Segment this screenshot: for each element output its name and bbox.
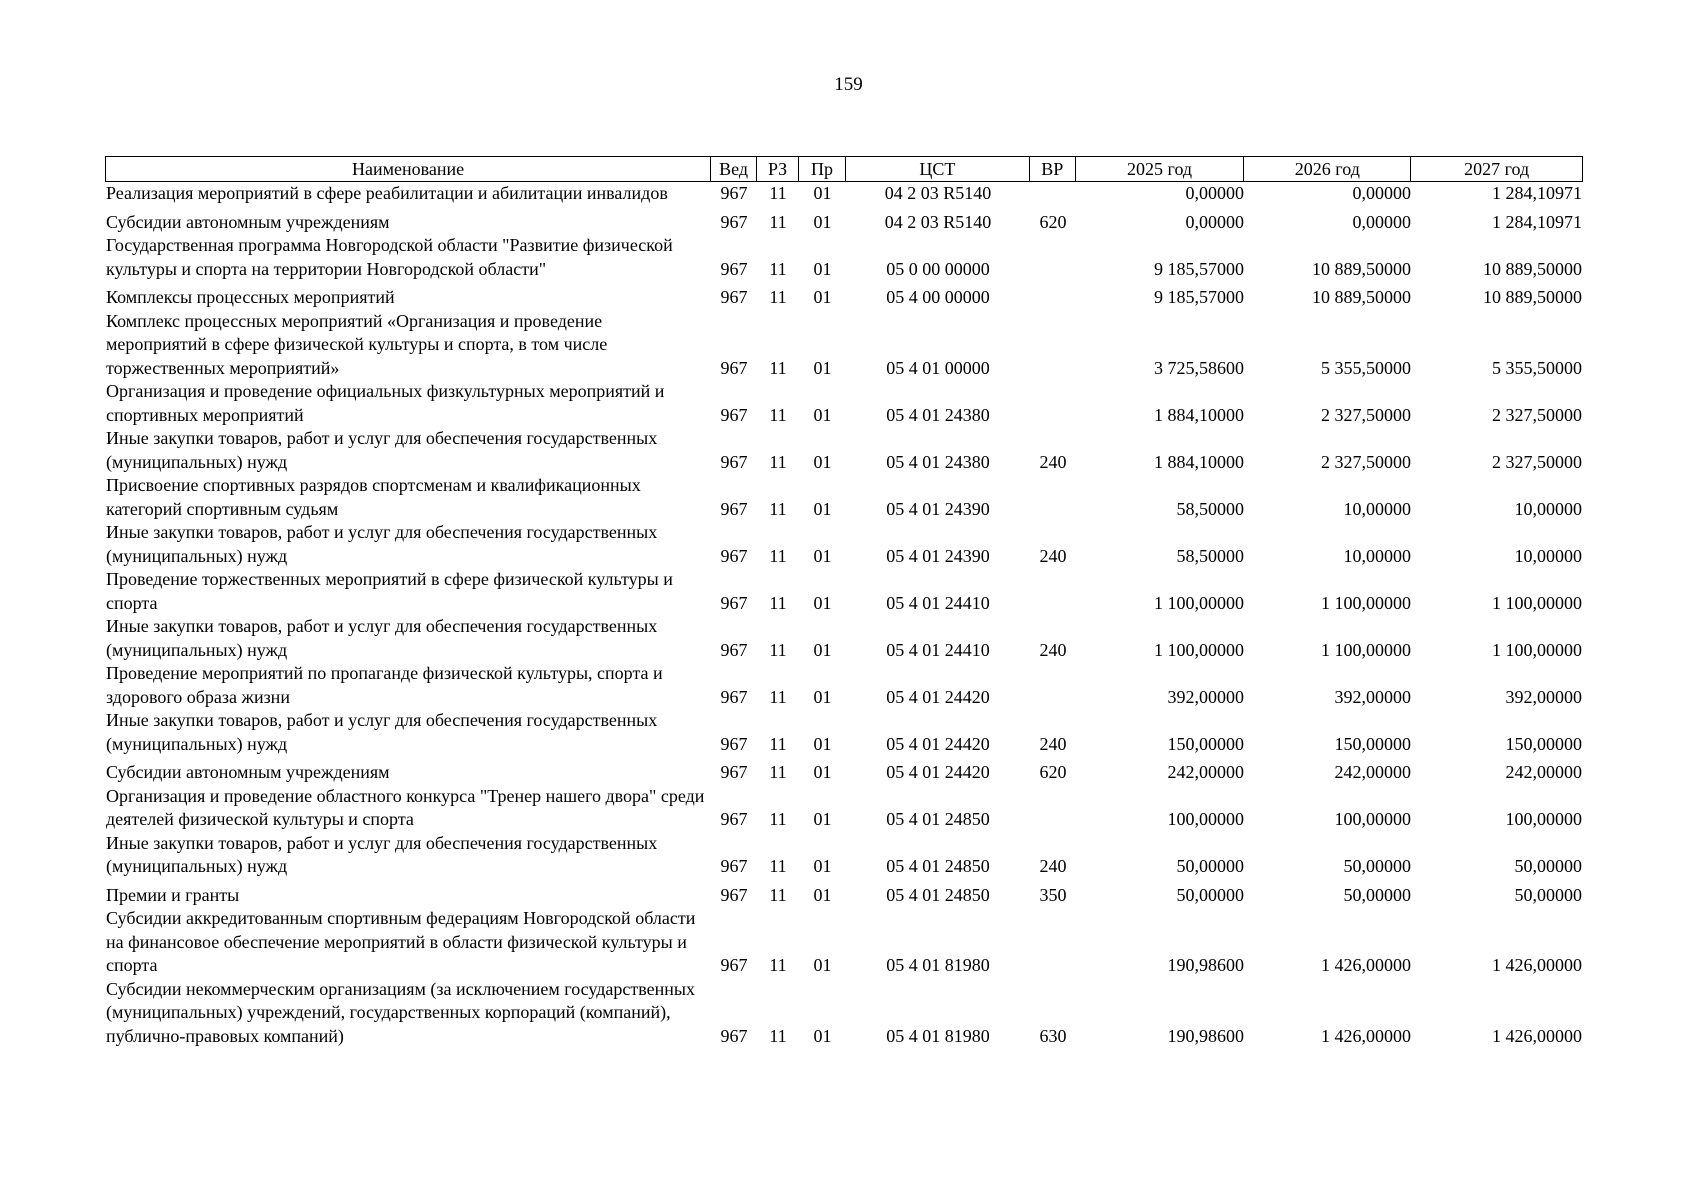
table-row bbox=[105, 785, 1583, 832]
cell-2025: 50,00000 bbox=[1176, 856, 1244, 876]
cell-cst: 05 4 01 24390 bbox=[886, 498, 990, 519]
cell-rz: 11 bbox=[769, 884, 787, 905]
cell-pr: 01 bbox=[813, 592, 832, 613]
cell-pr: 01 bbox=[813, 451, 832, 472]
cell-name: Иные закупки товаров, работ и услуг для обеспечения государственных (муниципальных) нужд bbox=[106, 832, 658, 876]
table-row bbox=[105, 568, 1583, 615]
cell-2026: 2 327,50000 bbox=[1321, 404, 1411, 425]
cell-2025: 9 185,57000 bbox=[1154, 287, 1244, 307]
cell-2026: 0,00000 bbox=[1352, 211, 1411, 232]
page-number: 159 bbox=[834, 74, 863, 95]
header-2027: 2027 год bbox=[1464, 159, 1530, 179]
cell-ved: 967 bbox=[720, 498, 748, 519]
cell-2025: 58,50000 bbox=[1176, 498, 1244, 519]
cell-ved: 967 bbox=[720, 1025, 748, 1046]
cell-name: Иные закупки товаров, работ и услуг для обеспечения государственных (муниципальных) нужд bbox=[106, 522, 658, 566]
header-vr: ВР bbox=[1030, 157, 1076, 181]
cell-2025: 0,00000 bbox=[1185, 183, 1244, 203]
cell-2026: 1 100,00000 bbox=[1321, 592, 1411, 613]
cell-2027: 242,00000 bbox=[1505, 762, 1582, 782]
cell-ved: 967 bbox=[720, 258, 748, 279]
cell-ved: 967 bbox=[720, 639, 748, 660]
cell-2026: 242,00000 bbox=[1334, 762, 1411, 782]
cell-2027: 10 889,50000 bbox=[1483, 287, 1582, 307]
cell-2025: 50,00000 bbox=[1176, 884, 1244, 905]
table-row bbox=[105, 978, 1583, 1049]
cell-pr: 01 bbox=[813, 404, 832, 425]
table-row bbox=[105, 182, 1583, 206]
cell-cst: 05 4 01 24850 bbox=[886, 884, 990, 905]
cell-vr: 350 bbox=[1039, 884, 1067, 905]
cell-2026: 10 889,50000 bbox=[1312, 287, 1411, 307]
cell-rz: 11 bbox=[769, 856, 787, 876]
header-rz: РЗ bbox=[757, 157, 799, 181]
cell-pr: 01 bbox=[813, 287, 832, 307]
table-row bbox=[105, 286, 1583, 310]
cell-cst: 05 4 01 00000 bbox=[886, 357, 990, 378]
cell-rz: 11 bbox=[769, 592, 787, 613]
cell-2026: 150,00000 bbox=[1334, 733, 1411, 754]
cell-cst: 05 4 01 24420 bbox=[886, 762, 990, 782]
cell-rz: 11 bbox=[769, 955, 787, 975]
cell-vr: 240 bbox=[1039, 639, 1067, 660]
cell-ved: 967 bbox=[720, 183, 748, 203]
cell-name: Иные закупки товаров, работ и услуг для обеспечения государственных (муниципальных) нужд bbox=[106, 616, 658, 660]
cell-vr: 620 bbox=[1039, 762, 1067, 782]
table-header bbox=[105, 156, 1583, 182]
cell-rz: 11 bbox=[769, 498, 787, 519]
table-row bbox=[105, 310, 1583, 381]
table-row bbox=[105, 761, 1583, 785]
cell-name: Присвоение спортивных разрядов спортсменам и квалификационных категорий спортивным судьям bbox=[106, 475, 641, 519]
cell-cst: 05 4 01 24850 bbox=[886, 856, 990, 876]
header-name: Наименование bbox=[106, 157, 711, 181]
cell-cst: 05 4 01 24380 bbox=[886, 451, 990, 472]
cell-ved: 967 bbox=[720, 357, 748, 378]
cell-name: Иные закупки товаров, работ и услуг для обеспечения государственных (муниципальных) нужд bbox=[106, 710, 658, 754]
cell-cst: 05 4 01 24850 bbox=[886, 809, 990, 829]
cell-vr: 240 bbox=[1039, 856, 1067, 876]
cell-pr: 01 bbox=[813, 639, 832, 660]
cell-2025: 58,50000 bbox=[1176, 545, 1244, 566]
table-row bbox=[105, 662, 1583, 709]
cell-rz: 11 bbox=[769, 287, 787, 307]
cell-name: Субсидии автономным учреждениям bbox=[106, 762, 390, 782]
cell-pr: 01 bbox=[813, 545, 832, 566]
cell-2027: 1 100,00000 bbox=[1492, 639, 1582, 660]
cell-ved: 967 bbox=[720, 686, 748, 707]
cell-cst: 04 2 03 R5140 bbox=[884, 211, 992, 232]
cell-ved: 967 bbox=[720, 211, 748, 232]
cell-2027: 392,00000 bbox=[1505, 686, 1582, 707]
cell-2025: 150,00000 bbox=[1167, 733, 1244, 754]
cell-2027: 150,00000 bbox=[1505, 733, 1582, 754]
cell-name: Субсидии некоммерческим организациям (за исключением государственных (муниципальных) учреждений, государственных корпораций (компаний), публично-правовых компаний) bbox=[106, 978, 696, 1046]
cell-2026: 100,00000 bbox=[1334, 809, 1411, 829]
cell-name: Реализация мероприятий в сфере реабилитации и абилитации инвалидов bbox=[106, 183, 668, 203]
cell-ved: 967 bbox=[720, 287, 748, 307]
cell-pr: 01 bbox=[813, 955, 832, 975]
cell-pr: 01 bbox=[813, 733, 832, 754]
cell-vr: 240 bbox=[1039, 733, 1067, 754]
cell-rz: 11 bbox=[769, 686, 787, 707]
table-row bbox=[105, 907, 1583, 978]
cell-cst: 05 4 01 24420 bbox=[886, 686, 990, 707]
cell-cst: 05 4 01 24380 bbox=[886, 404, 990, 425]
cell-cst: 05 4 01 81980 bbox=[886, 955, 990, 975]
cell-2025: 100,00000 bbox=[1167, 809, 1244, 829]
cell-2025: 392,00000 bbox=[1167, 686, 1244, 707]
cell-name: Проведение мероприятий по пропаганде физической культуры, спорта и здорового образа жизни bbox=[106, 663, 663, 707]
cell-cst: 05 4 01 24410 bbox=[886, 639, 990, 660]
cell-name: Субсидии автономным учреждениям bbox=[106, 211, 390, 232]
cell-2026: 5 355,50000 bbox=[1321, 357, 1411, 378]
cell-2027: 50,00000 bbox=[1514, 884, 1582, 905]
cell-ved: 967 bbox=[720, 404, 748, 425]
table-row bbox=[105, 234, 1583, 281]
cell-pr: 01 bbox=[813, 884, 832, 905]
cell-2025: 1 884,10000 bbox=[1154, 404, 1244, 425]
cell-cst: 05 4 00 00000 bbox=[886, 287, 990, 307]
table-row bbox=[105, 832, 1583, 879]
cell-2025: 3 725,58600 bbox=[1154, 357, 1244, 378]
cell-2027: 1 426,00000 bbox=[1492, 1025, 1582, 1046]
cell-rz: 11 bbox=[769, 639, 787, 660]
cell-cst: 05 4 01 81980 bbox=[886, 1025, 990, 1046]
budget-table bbox=[105, 156, 1583, 1048]
cell-rz: 11 bbox=[769, 451, 787, 472]
cell-2026: 1 426,00000 bbox=[1321, 955, 1411, 975]
cell-pr: 01 bbox=[813, 1025, 832, 1046]
cell-pr: 01 bbox=[813, 856, 832, 876]
cell-ved: 967 bbox=[720, 592, 748, 613]
table-row bbox=[105, 380, 1583, 427]
cell-pr: 01 bbox=[813, 357, 832, 378]
cell-ved: 967 bbox=[720, 884, 748, 905]
cell-2026: 50,00000 bbox=[1343, 856, 1411, 876]
cell-ved: 967 bbox=[720, 451, 748, 472]
table-row bbox=[105, 211, 1583, 235]
cell-rz: 11 bbox=[769, 809, 787, 829]
cell-vr: 630 bbox=[1039, 1025, 1067, 1046]
cell-2027: 2 327,50000 bbox=[1492, 404, 1582, 425]
cell-name: Комплексы процессных мероприятий bbox=[106, 287, 395, 307]
cell-rz: 11 bbox=[769, 762, 787, 782]
cell-2027: 100,00000 bbox=[1505, 809, 1582, 829]
cell-2025: 190,98600 bbox=[1167, 1025, 1244, 1046]
cell-name: Иные закупки товаров, работ и услуг для обеспечения государственных (муниципальных) нужд bbox=[106, 428, 658, 472]
header-pr: Пр bbox=[799, 157, 846, 181]
cell-2027: 1 284,10971 bbox=[1492, 211, 1582, 232]
cell-pr: 01 bbox=[813, 211, 832, 232]
cell-ved: 967 bbox=[720, 856, 748, 876]
cell-2027: 10 889,50000 bbox=[1483, 258, 1582, 279]
cell-name: Комплекс процессных мероприятий «Организация и проведение мероприятий в сфере физической культуры и спорта, в том числе торжественных мероприятий» bbox=[106, 310, 608, 378]
cell-2025: 1 100,00000 bbox=[1154, 592, 1244, 613]
cell-pr: 01 bbox=[813, 498, 832, 519]
cell-rz: 11 bbox=[769, 211, 787, 232]
cell-ved: 967 bbox=[720, 762, 748, 782]
cell-rz: 11 bbox=[769, 404, 787, 425]
cell-rz: 11 bbox=[769, 357, 787, 378]
table-row bbox=[105, 709, 1583, 756]
table-row bbox=[105, 615, 1583, 662]
table-row bbox=[105, 427, 1583, 474]
cell-vr: 240 bbox=[1039, 545, 1067, 566]
cell-2025: 9 185,57000 bbox=[1154, 258, 1244, 279]
cell-2027: 1 284,10971 bbox=[1492, 183, 1582, 203]
cell-ved: 967 bbox=[720, 545, 748, 566]
header-ved: Вед bbox=[711, 157, 757, 181]
cell-2026: 1 100,00000 bbox=[1321, 639, 1411, 660]
table-row bbox=[105, 474, 1583, 521]
cell-rz: 11 bbox=[769, 1025, 787, 1046]
cell-2027: 10,00000 bbox=[1514, 498, 1582, 519]
cell-cst: 05 4 01 24410 bbox=[886, 592, 990, 613]
cell-ved: 967 bbox=[720, 955, 748, 975]
cell-ved: 967 bbox=[720, 733, 748, 754]
cell-pr: 01 bbox=[813, 183, 832, 203]
cell-2026: 2 327,50000 bbox=[1321, 451, 1411, 472]
cell-name: Субсидии аккредитованным спортивным федерациям Новгородской области на финансовое обеспечение мероприятий в области физической культуры и спорта bbox=[106, 908, 696, 975]
cell-name: Организация и проведение областного конкурса "Тренер нашего двора" среди деятелей физической культуры и спорта bbox=[106, 785, 705, 829]
cell-pr: 01 bbox=[813, 809, 832, 829]
cell-2027: 1 100,00000 bbox=[1492, 592, 1582, 613]
cell-cst: 05 4 01 24420 bbox=[886, 733, 990, 754]
cell-2025: 242,00000 bbox=[1167, 762, 1244, 782]
cell-2025: 0,00000 bbox=[1185, 211, 1244, 232]
cell-cst: 05 4 01 24390 bbox=[886, 545, 990, 566]
cell-pr: 01 bbox=[813, 762, 832, 782]
table-row bbox=[105, 884, 1583, 908]
cell-2026: 10,00000 bbox=[1343, 545, 1411, 566]
cell-2027: 50,00000 bbox=[1514, 856, 1582, 876]
header-2026: 2026 год bbox=[1244, 157, 1411, 181]
cell-2027: 10,00000 bbox=[1514, 545, 1582, 566]
cell-ved: 967 bbox=[720, 809, 748, 829]
cell-2026: 50,00000 bbox=[1343, 884, 1411, 905]
cell-2027: 1 426,00000 bbox=[1492, 955, 1582, 975]
cell-cst: 04 2 03 R5140 bbox=[884, 183, 992, 203]
cell-pr: 01 bbox=[813, 686, 832, 707]
cell-name: Организация и проведение официальных физкультурных мероприятий и спортивных мероприятий bbox=[106, 381, 665, 425]
cell-pr: 01 bbox=[813, 258, 832, 279]
table-body bbox=[105, 182, 1583, 1048]
header-cst: ЦСТ bbox=[846, 157, 1030, 181]
cell-2027: 2 327,50000 bbox=[1492, 451, 1582, 472]
cell-2026: 0,00000 bbox=[1352, 183, 1411, 203]
table-row bbox=[105, 521, 1583, 568]
cell-2026: 1 426,00000 bbox=[1321, 1025, 1411, 1046]
cell-2026: 10 889,50000 bbox=[1312, 258, 1411, 279]
cell-2025: 1 100,00000 bbox=[1154, 639, 1244, 660]
cell-rz: 11 bbox=[769, 545, 787, 566]
cell-2025: 1 884,10000 bbox=[1154, 451, 1244, 472]
cell-rz: 11 bbox=[769, 258, 787, 279]
cell-2027: 5 355,50000 bbox=[1492, 357, 1582, 378]
cell-name: Проведение торжественных мероприятий в сфере физической культуры и спорта bbox=[106, 569, 673, 613]
cell-vr: 620 bbox=[1039, 211, 1067, 232]
cell-vr: 240 bbox=[1039, 451, 1067, 472]
cell-name: Премии и гранты bbox=[106, 884, 240, 905]
cell-cst: 05 0 00 00000 bbox=[886, 258, 990, 279]
cell-2025: 190,98600 bbox=[1167, 955, 1244, 975]
header-2025: 2025 год bbox=[1076, 157, 1245, 181]
cell-rz: 11 bbox=[769, 733, 787, 754]
cell-name: Государственная программа Новгородской области "Развитие физической культуры и спорта на территории Новгородской области" bbox=[106, 235, 673, 279]
cell-2026: 10,00000 bbox=[1343, 498, 1411, 519]
cell-rz: 11 bbox=[769, 183, 787, 203]
cell-2026: 392,00000 bbox=[1334, 686, 1411, 707]
